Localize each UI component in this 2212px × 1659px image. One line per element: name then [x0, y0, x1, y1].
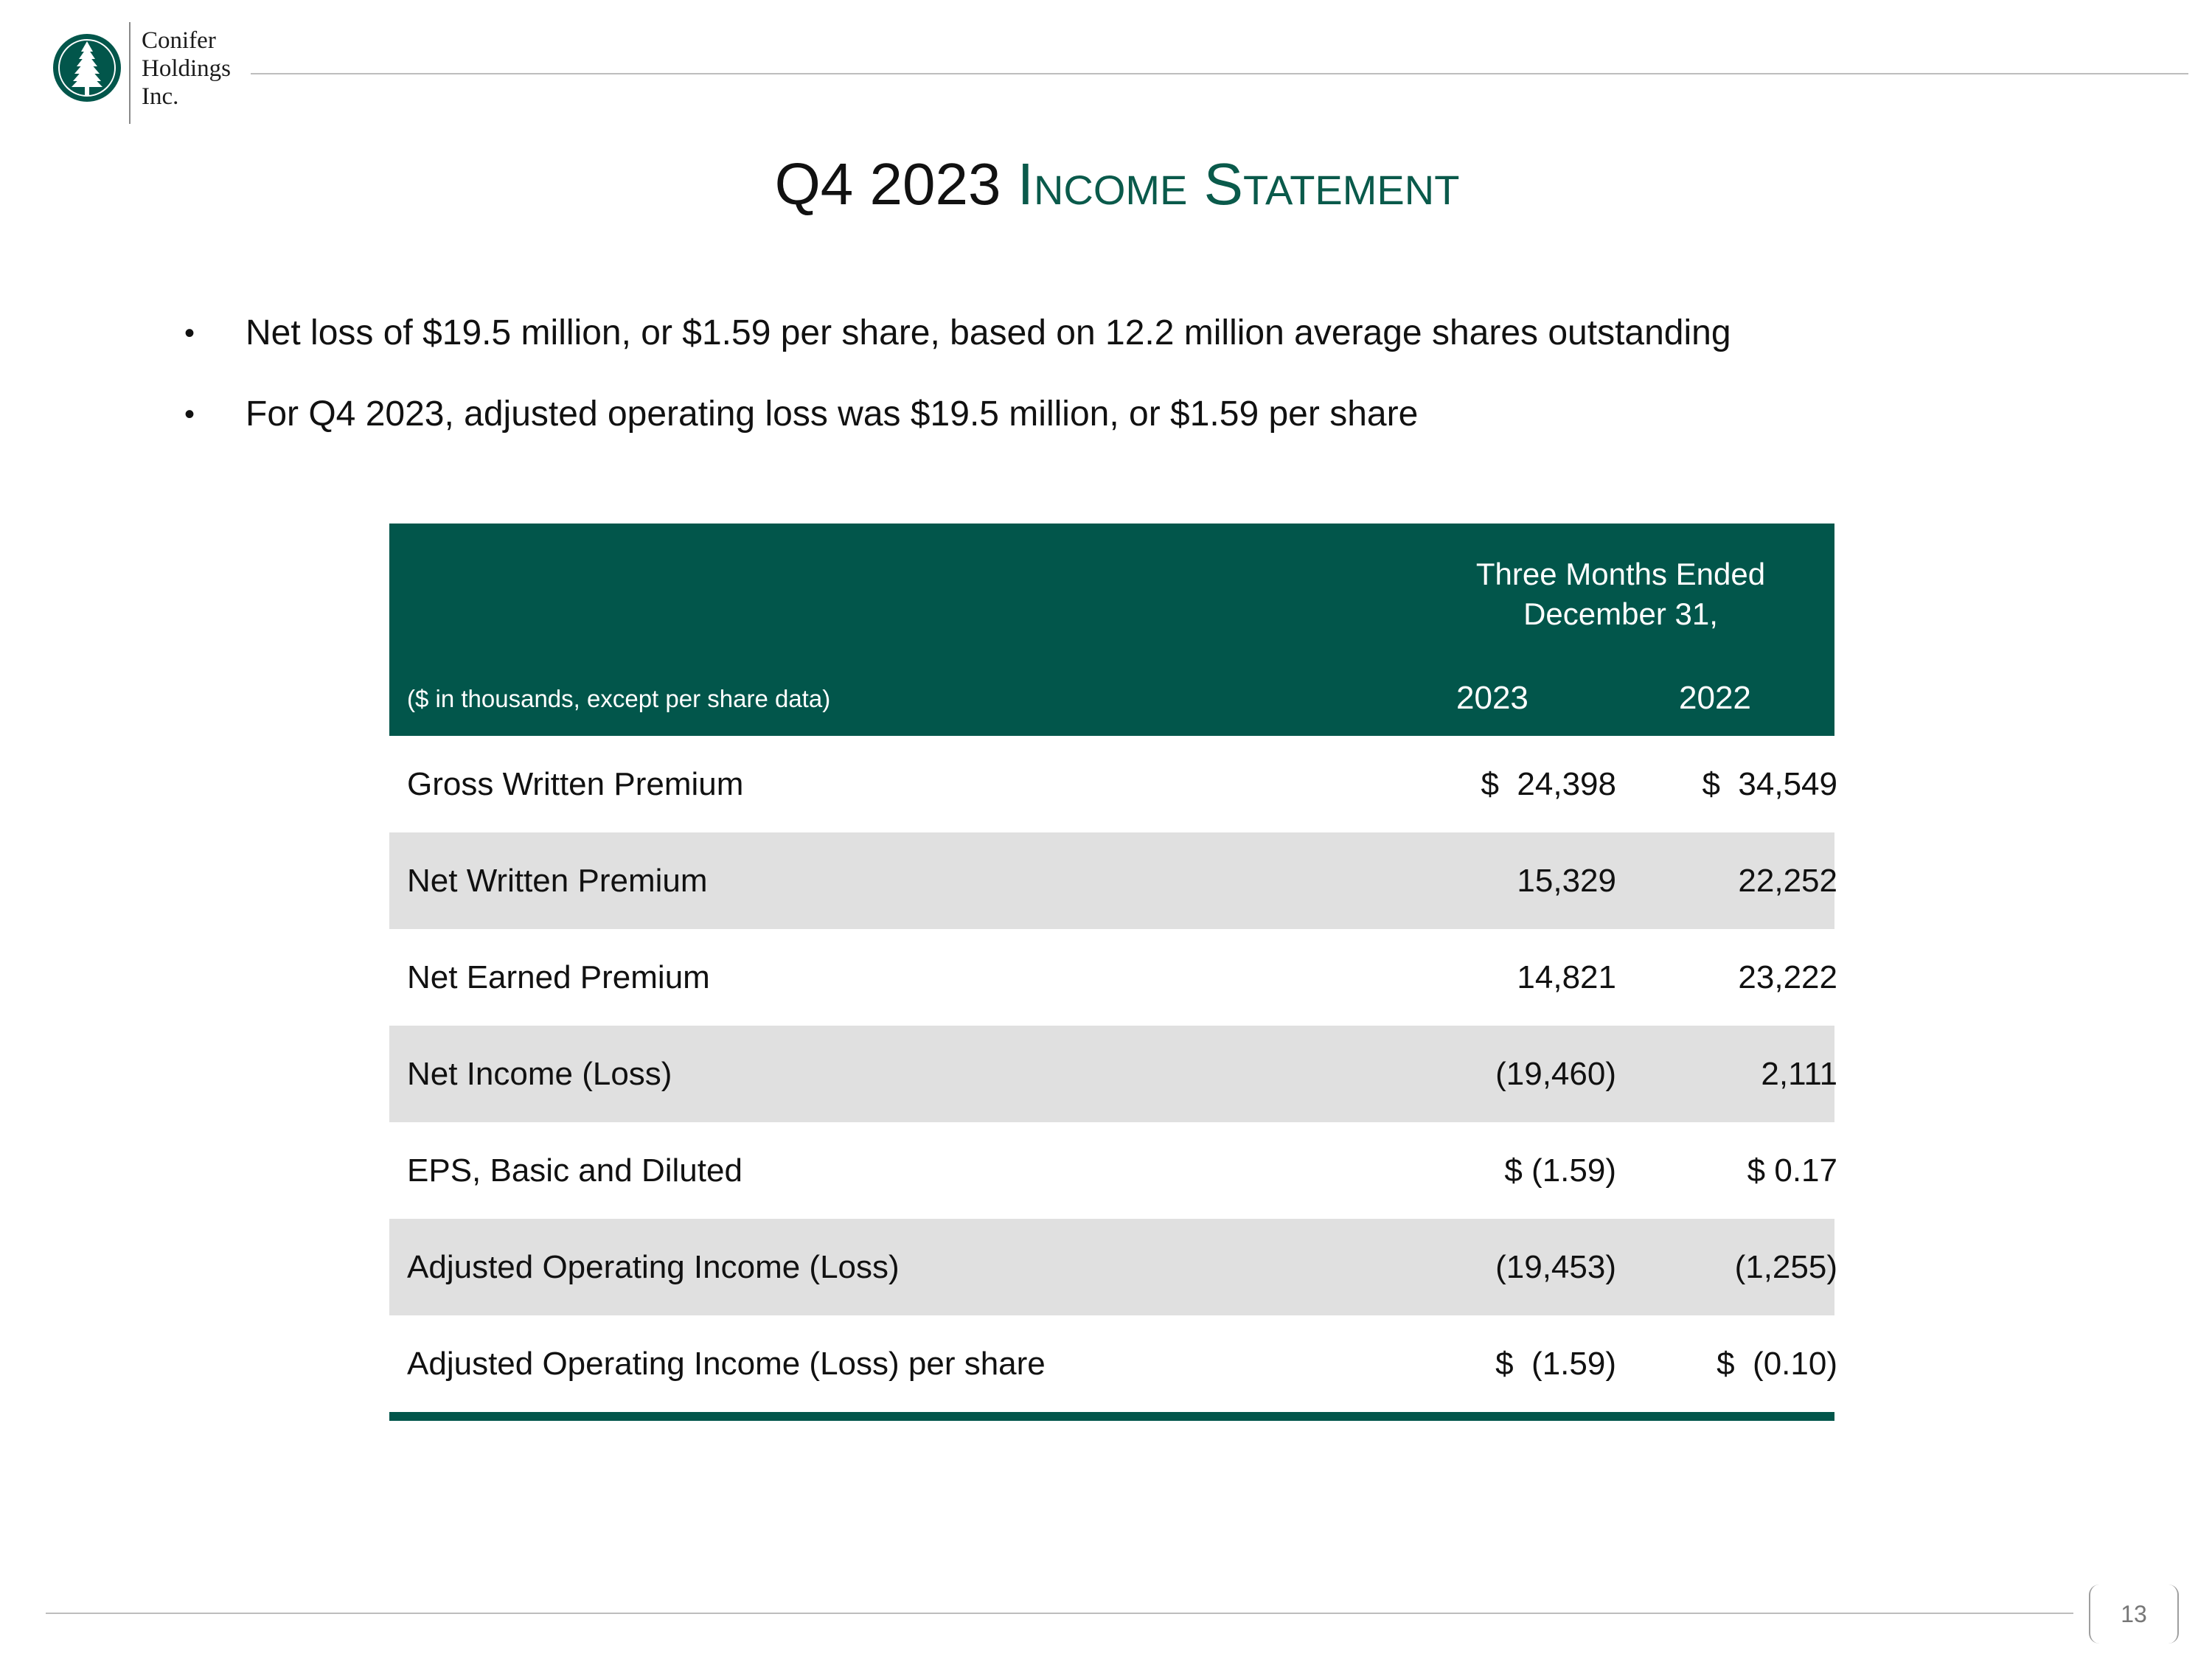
row-label: Net Income (Loss)	[407, 1056, 672, 1092]
column-group-header	[1407, 554, 1834, 634]
row-value-2022: $ 0.17	[1747, 1152, 1837, 1189]
table-row	[389, 832, 1837, 929]
company-logo-text	[142, 27, 231, 111]
row-value-2022: 2,111	[1761, 1056, 1837, 1092]
page-title	[0, 147, 2212, 221]
row-value-2023: 15,329	[1517, 863, 1616, 899]
column-group-line-2: December 31,	[1523, 597, 1718, 631]
row-value-2022: $ (0.10)	[1717, 1346, 1837, 1382]
row-label: Gross Written Premium	[407, 766, 744, 802]
table-row	[389, 1219, 1837, 1315]
row-value-2023: (19,453)	[1495, 1249, 1616, 1285]
logo-divider	[129, 22, 131, 124]
logo-line-3: Inc.	[142, 83, 179, 110]
bullet-text: Net loss of $19.5 million, or $1.59 per share, based on 12.2 million average shares outstanding	[246, 313, 1731, 352]
row-value-2023: (19,460)	[1495, 1056, 1616, 1092]
title-prefix: Q4 2023	[774, 151, 1001, 217]
row-label: Adjusted Operating Income (Loss) per share	[407, 1346, 1046, 1382]
title-main: Income Statement	[1017, 151, 1460, 217]
column-group-line-1: Three Months Ended	[1475, 557, 1766, 591]
bullet-item	[184, 307, 2101, 388]
row-value-2022: $ 34,549	[1702, 766, 1837, 802]
bullet-symbol: •	[184, 398, 195, 431]
table-row	[389, 736, 1837, 832]
row-value-2023: $ 24,398	[1481, 766, 1616, 802]
conifer-tree-icon	[52, 32, 122, 103]
units-note: ($ in thousands, except per share data)	[407, 685, 831, 712]
table-bottom-rule	[389, 1412, 1834, 1421]
income-statement-table	[389, 524, 1837, 1421]
table-row	[389, 1315, 1837, 1412]
year-header-2023: 2023	[1456, 680, 1528, 716]
footer-rule	[46, 1613, 2073, 1614]
table-row	[389, 929, 1837, 1026]
table-row	[389, 1122, 1837, 1219]
row-label: Net Written Premium	[407, 863, 708, 899]
row-value-2023: $ (1.59)	[1495, 1346, 1616, 1382]
row-label: Net Earned Premium	[407, 959, 710, 995]
row-value-2023: $ (1.59)	[1504, 1152, 1616, 1189]
logo-line-2: Holdings	[142, 55, 232, 82]
logo-line-1: Conifer	[142, 27, 216, 54]
table-header	[389, 524, 1834, 736]
year-header-2022: 2022	[1679, 680, 1751, 716]
header-rule	[251, 73, 2188, 74]
row-value-2022: 22,252	[1738, 863, 1837, 899]
bullet-item	[184, 388, 2101, 469]
bullet-symbol: •	[184, 317, 195, 349]
page-number: 13	[2121, 1601, 2147, 1627]
row-label: EPS, Basic and Diluted	[407, 1152, 742, 1189]
row-value-2022: 23,222	[1738, 959, 1837, 995]
bullet-text: For Q4 2023, adjusted operating loss was $19.5 million, or $1.59 per share	[246, 394, 1419, 434]
bullet-list	[184, 307, 2101, 469]
row-value-2022: (1,255)	[1734, 1249, 1837, 1285]
table-row	[389, 1026, 1837, 1122]
row-value-2023: 14,821	[1517, 959, 1616, 995]
row-label: Adjusted Operating Income (Loss)	[407, 1249, 900, 1285]
